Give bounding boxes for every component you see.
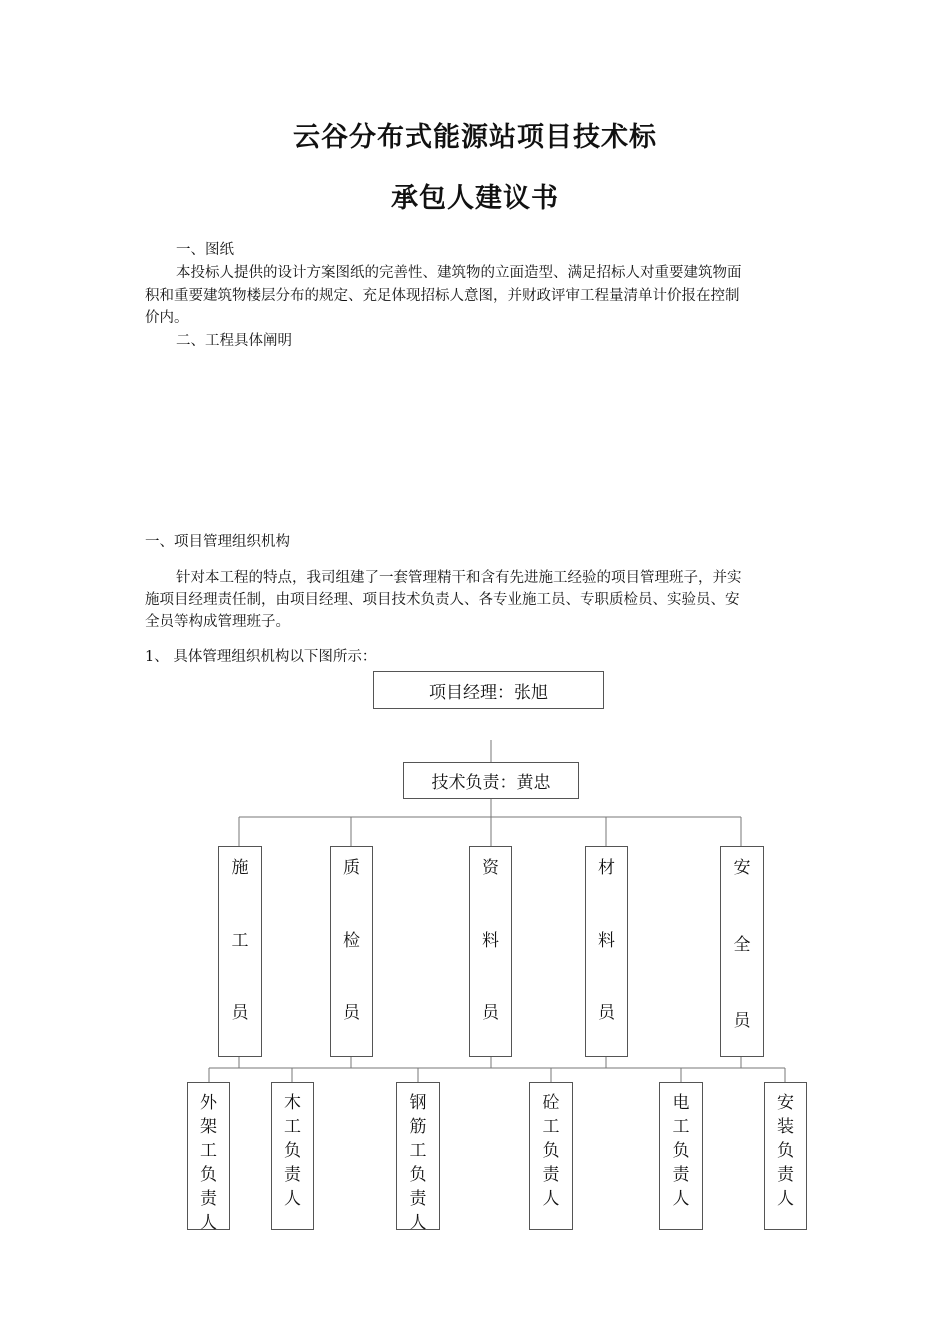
org-node-char: 负 xyxy=(542,1141,560,1161)
org-node-scaffolding-lead xyxy=(187,1082,230,1233)
org-node-tech-lead xyxy=(403,762,579,799)
org-node-char: 责 xyxy=(200,1189,217,1209)
org-node-installation-lead xyxy=(764,1082,807,1230)
org-node-char: 责 xyxy=(409,1189,427,1209)
org-node-char: 施 xyxy=(231,858,249,878)
org-node-char: 架 xyxy=(200,1117,217,1137)
org-node-char: 员 xyxy=(343,1003,360,1023)
org-node-char: 员 xyxy=(598,1003,615,1023)
org-node-construction-staff xyxy=(218,846,262,1057)
org-node-char: 人 xyxy=(284,1189,301,1209)
org-node-char: 人 xyxy=(409,1213,427,1233)
paragraph-line: 价内。 xyxy=(145,310,189,326)
paragraph-line: 本投标人提供的设计方案图纸的完善性、建筑物的立面造型、满足招标人对重要建筑物面 xyxy=(176,265,742,281)
paragraph-line: 积和重要建筑物楼层分布的规定、充足体现招标人意图，并财政评审工程量清单计价报在控制 xyxy=(145,288,740,304)
org-node-char: 安 xyxy=(777,1093,794,1113)
org-node-carpentry-lead xyxy=(271,1082,314,1230)
paragraph-line: 全员等构成管理班子。 xyxy=(145,614,290,630)
org-node-char: 负 xyxy=(777,1141,794,1161)
org-node-char: 工 xyxy=(200,1141,217,1161)
org-node-char: 工 xyxy=(542,1117,560,1137)
org-node-char: 钢 xyxy=(409,1093,427,1113)
org-node-label: 技术负责：黄忠 xyxy=(431,773,551,793)
org-node-char: 全 xyxy=(733,935,751,955)
org-node-char: 砼 xyxy=(542,1093,560,1113)
org-node-char: 人 xyxy=(777,1189,794,1209)
org-node-char: 员 xyxy=(231,1003,249,1023)
org-node-char: 员 xyxy=(482,1003,499,1023)
org-node-electrical-lead xyxy=(659,1082,703,1230)
org-node-char: 质 xyxy=(343,858,360,878)
org-node-char: 料 xyxy=(482,931,499,951)
org-node-documentation-clerk xyxy=(469,846,512,1057)
org-node-concrete-lead xyxy=(529,1082,573,1230)
org-node-char: 工 xyxy=(672,1117,690,1137)
org-node-char: 外 xyxy=(200,1093,217,1113)
org-node-char: 电 xyxy=(672,1093,690,1113)
paragraph-line: 针对本工程的特点，我司组建了一套管理精干和含有先进施工经验的项目管理班子，并实 xyxy=(176,570,742,586)
org-node-char: 检 xyxy=(343,931,360,951)
org-node-char: 责 xyxy=(542,1165,560,1185)
org-node-char: 资 xyxy=(482,858,499,878)
section-heading-drawings: 一、图纸 xyxy=(176,242,234,258)
org-node-safety-officer xyxy=(720,846,764,1057)
org-node-char: 人 xyxy=(672,1189,690,1209)
org-node-project-manager xyxy=(373,671,604,709)
document-title: 云谷分布式能源站项目技术标 xyxy=(293,122,657,153)
org-node-char: 负 xyxy=(284,1141,301,1161)
org-node-char: 责 xyxy=(672,1165,690,1185)
org-node-char: 负 xyxy=(409,1165,427,1185)
org-node-char: 责 xyxy=(777,1165,794,1185)
org-node-char: 筋 xyxy=(409,1117,427,1137)
org-node-char: 负 xyxy=(672,1141,690,1161)
org-node-label: 项目经理：张旭 xyxy=(429,682,548,703)
org-node-char: 工 xyxy=(231,931,249,951)
org-node-quality-inspector xyxy=(330,846,373,1057)
org-node-char: 安 xyxy=(733,858,751,878)
org-node-char: 工 xyxy=(409,1141,427,1161)
org-node-char: 员 xyxy=(733,1011,751,1031)
org-node-char: 人 xyxy=(542,1189,560,1209)
org-node-char: 工 xyxy=(284,1117,301,1137)
org-node-rebar-lead xyxy=(396,1082,440,1233)
paragraph-line: 施项目经理责任制，由项目经理、项目技术负责人、各专业施工员、专职质检员、实验员、安 xyxy=(145,592,740,608)
org-chart-caption: 1、 具体管理组织机构以下图所示： xyxy=(145,649,377,665)
org-node-char: 人 xyxy=(200,1213,217,1233)
section-heading-description: 二、工程具体阐明 xyxy=(176,333,292,349)
org-node-char: 负 xyxy=(200,1165,217,1185)
org-node-char: 装 xyxy=(777,1117,794,1137)
org-node-char: 材 xyxy=(598,858,615,878)
org-node-materials-clerk xyxy=(585,846,628,1057)
org-node-char: 责 xyxy=(284,1165,301,1185)
document-subtitle: 承包人建议书 xyxy=(391,183,559,214)
section-heading-org: 一、项目管理组织机构 xyxy=(145,534,290,550)
org-node-char: 木 xyxy=(284,1093,301,1113)
org-node-char: 料 xyxy=(598,931,615,951)
